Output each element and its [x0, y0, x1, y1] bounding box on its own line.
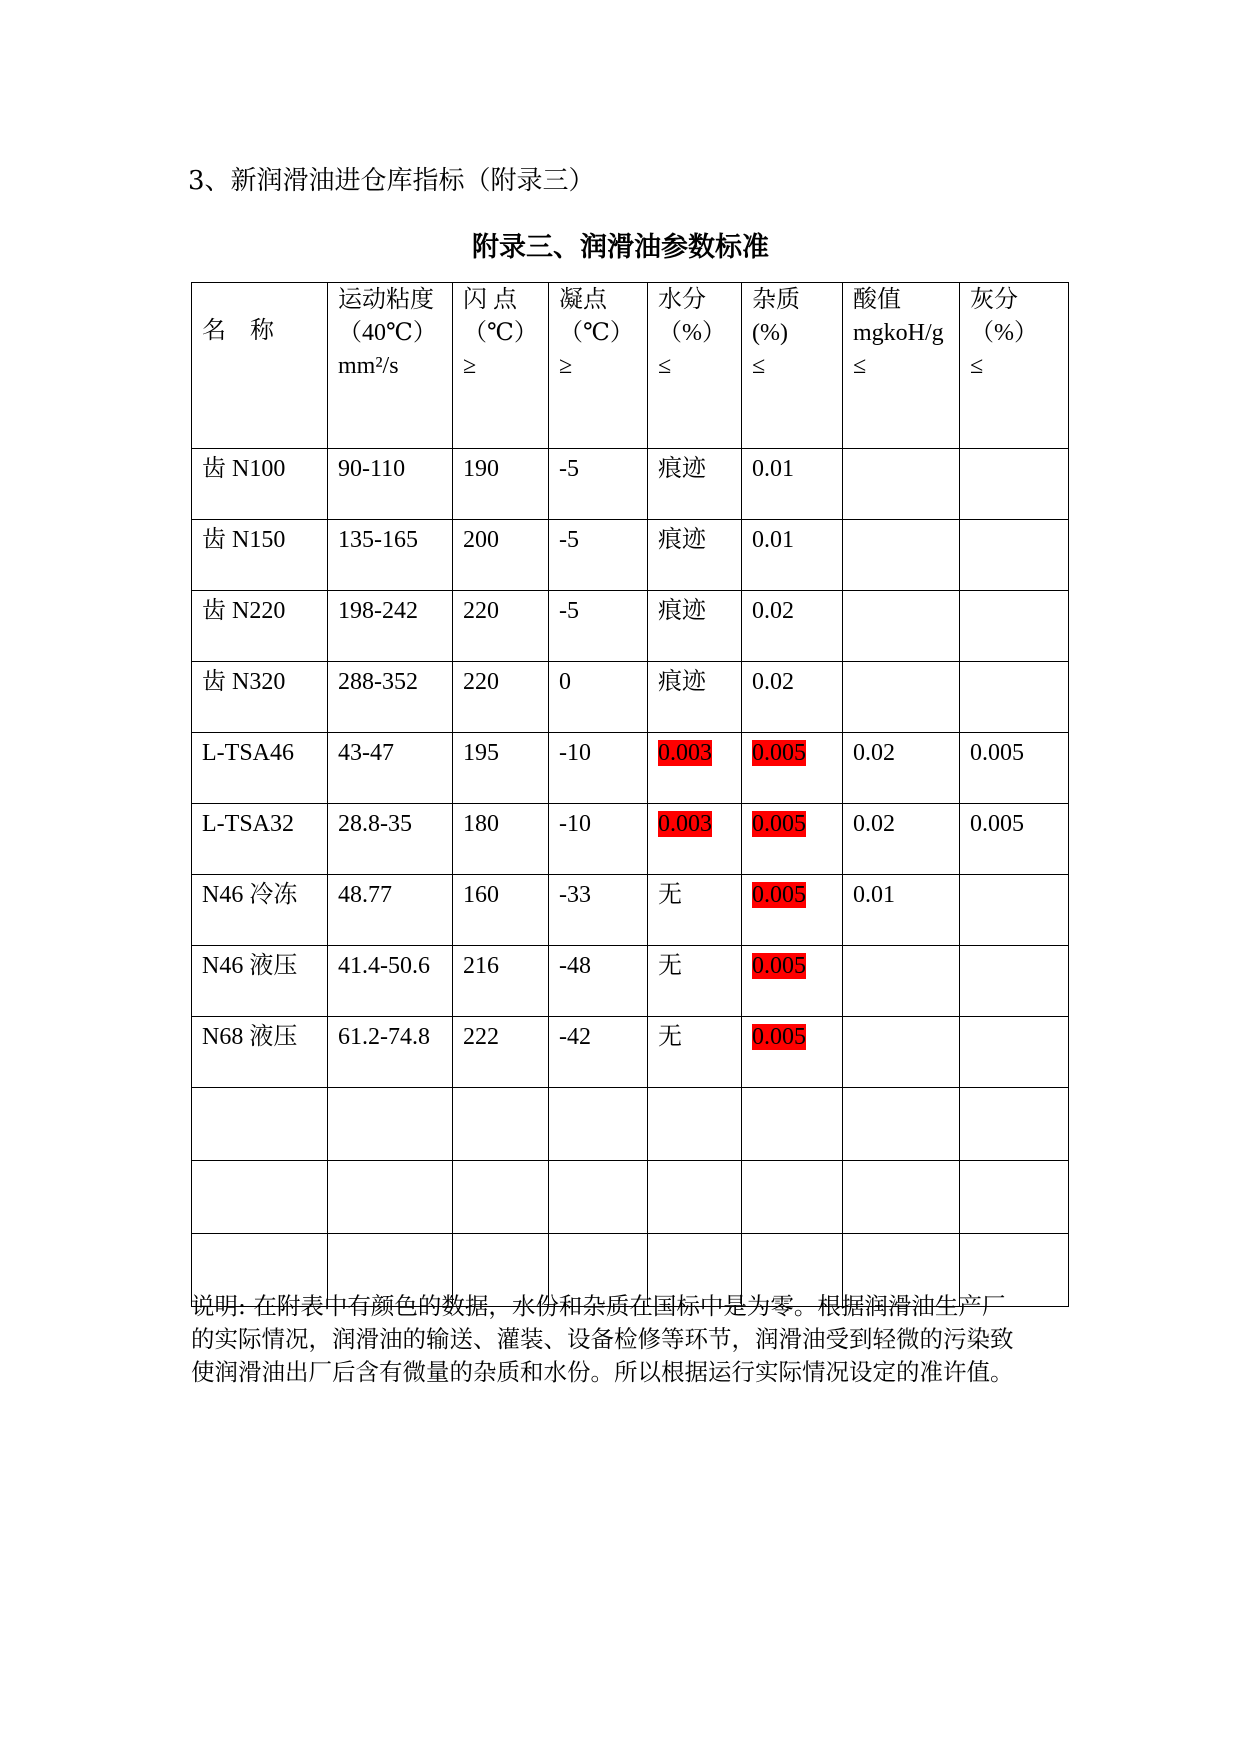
cell-impurity [742, 733, 843, 804]
table-row [192, 449, 1069, 520]
cell-flash-point [453, 733, 549, 804]
cell-acid-value [843, 591, 960, 662]
cell-value: 0.01 [752, 456, 794, 482]
cell-value: -10 [559, 740, 591, 766]
cell-flash-point [453, 875, 549, 946]
cell-acid-value [843, 449, 960, 520]
cell-value: 齿 N220 [202, 598, 286, 624]
cell-water [648, 520, 742, 591]
cell-viscosity [328, 520, 453, 591]
cell-value: 0.02 [853, 740, 895, 766]
cell-pour-point [549, 733, 648, 804]
cell-ash [960, 1017, 1069, 1088]
cell-flash-point [453, 1017, 549, 1088]
empty-cell [192, 1088, 328, 1161]
cell-value: 61.2-74.8 [338, 1024, 430, 1050]
empty-cell [549, 1161, 648, 1234]
cell-pour-point [549, 662, 648, 733]
empty-cell [742, 1161, 843, 1234]
cell-value: 160 [463, 882, 499, 908]
cell-water [648, 449, 742, 520]
cell-value: 180 [463, 811, 499, 837]
empty-cell [192, 1161, 328, 1234]
cell-viscosity [328, 662, 453, 733]
cell-water [648, 804, 742, 875]
cell-name [192, 804, 328, 875]
cell-impurity [742, 662, 843, 733]
cell-ash [960, 946, 1069, 1017]
cell-ash [960, 733, 1069, 804]
table-row [192, 1017, 1069, 1088]
cell-flash-point [453, 804, 549, 875]
cell-value: 216 [463, 953, 499, 979]
cell-acid-value [843, 662, 960, 733]
cell-name [192, 1017, 328, 1088]
cell-name [192, 875, 328, 946]
header-flash-point: 闪 点 （℃） ≥ [453, 283, 549, 449]
cell-acid-value [843, 733, 960, 804]
table-row [192, 875, 1069, 946]
empty-cell [453, 1161, 549, 1234]
cell-value: L-TSA46 [202, 740, 294, 766]
cell-value: L-TSA32 [202, 811, 294, 837]
cell-name [192, 946, 328, 1017]
cell-value: 0.01 [853, 882, 895, 908]
cell-impurity [742, 946, 843, 1017]
cell-value: N46 液压 [202, 953, 298, 979]
cell-ash [960, 449, 1069, 520]
cell-viscosity [328, 875, 453, 946]
cell-flash-point [453, 520, 549, 591]
cell-value: -42 [559, 1024, 591, 1050]
header-ash: 灰分 （%） ≤ [960, 283, 1069, 449]
table-row [192, 804, 1069, 875]
cell-name [192, 733, 328, 804]
header-name: 名 称 [192, 283, 328, 449]
table-row [192, 591, 1069, 662]
cell-impurity [742, 449, 843, 520]
highlighted-value: 0.005 [752, 953, 806, 979]
cell-value: 0.01 [752, 527, 794, 553]
cell-name [192, 449, 328, 520]
highlighted-value: 0.003 [658, 740, 712, 766]
header-pour-point: 凝点 （℃） ≥ [549, 283, 648, 449]
cell-value: 43-47 [338, 740, 394, 766]
cell-value: 0.02 [752, 598, 794, 624]
cell-value: 288-352 [338, 669, 418, 695]
cell-pour-point [549, 591, 648, 662]
cell-viscosity [328, 804, 453, 875]
table-row [192, 662, 1069, 733]
highlighted-value: 0.005 [752, 811, 806, 837]
cell-water [648, 591, 742, 662]
cell-pour-point [549, 946, 648, 1017]
cell-value: 220 [463, 669, 499, 695]
cell-ash [960, 591, 1069, 662]
cell-value: 无 [658, 882, 682, 908]
cell-flash-point [453, 591, 549, 662]
empty-cell [843, 1088, 960, 1161]
empty-cell [549, 1088, 648, 1161]
highlighted-value: 0.003 [658, 811, 712, 837]
cell-impurity [742, 520, 843, 591]
header-impurity: 杂质 (%) ≤ [742, 283, 843, 449]
cell-name [192, 520, 328, 591]
cell-flash-point [453, 662, 549, 733]
cell-acid-value [843, 520, 960, 591]
empty-cell [648, 1088, 742, 1161]
cell-value: -5 [559, 456, 579, 482]
cell-value: -33 [559, 882, 591, 908]
empty-row [192, 1088, 1069, 1161]
cell-value: 222 [463, 1024, 499, 1050]
cell-value: 0 [559, 669, 571, 695]
cell-value: 痕迹 [658, 669, 706, 695]
cell-ash [960, 804, 1069, 875]
cell-value: 198-242 [338, 598, 418, 624]
cell-ash [960, 520, 1069, 591]
empty-cell [960, 1088, 1069, 1161]
cell-pour-point [549, 449, 648, 520]
table-row [192, 520, 1069, 591]
cell-viscosity [328, 449, 453, 520]
cell-viscosity [328, 1017, 453, 1088]
cell-value: 135-165 [338, 527, 418, 553]
cell-impurity [742, 875, 843, 946]
empty-cell [843, 1161, 960, 1234]
cell-value: N46 冷冻 [202, 882, 298, 908]
cell-value: -5 [559, 527, 579, 553]
cell-value: -5 [559, 598, 579, 624]
highlighted-value: 0.005 [752, 882, 806, 908]
header-viscosity: 运动粘度 （40℃） mm²/s [328, 283, 453, 449]
cell-value: 200 [463, 527, 499, 553]
cell-acid-value [843, 875, 960, 946]
cell-water [648, 733, 742, 804]
cell-name [192, 662, 328, 733]
cell-value: 0.005 [970, 811, 1024, 837]
empty-cell [453, 1088, 549, 1161]
cell-value: 痕迹 [658, 456, 706, 482]
header-acid-value: 酸值 mgkoH/g ≤ [843, 283, 960, 449]
table-header-row [192, 283, 1069, 449]
cell-flash-point [453, 946, 549, 1017]
highlighted-value: 0.005 [752, 740, 806, 766]
cell-value: 0.005 [970, 740, 1024, 766]
lubricant-spec-table [191, 282, 1069, 1307]
empty-cell [328, 1088, 453, 1161]
cell-acid-value [843, 804, 960, 875]
cell-value: 220 [463, 598, 499, 624]
cell-name [192, 591, 328, 662]
cell-impurity [742, 591, 843, 662]
cell-pour-point [549, 520, 648, 591]
cell-value: N68 液压 [202, 1024, 298, 1050]
cell-viscosity [328, 591, 453, 662]
section-heading: 3、新润滑油进仓库指标（附录三） [188, 166, 595, 196]
cell-water [648, 662, 742, 733]
cell-viscosity [328, 946, 453, 1017]
cell-value: 痕迹 [658, 527, 706, 553]
cell-pour-point [549, 804, 648, 875]
cell-pour-point [549, 875, 648, 946]
empty-cell [960, 1161, 1069, 1234]
cell-acid-value [843, 946, 960, 1017]
cell-value: 90-110 [338, 456, 406, 482]
cell-ash [960, 875, 1069, 946]
table-row [192, 733, 1069, 804]
table-title: 附录三、润滑油参数标准 [472, 232, 769, 263]
empty-cell [648, 1161, 742, 1234]
highlighted-value: 0.005 [752, 1024, 806, 1050]
cell-flash-point [453, 449, 549, 520]
header-water: 水分 （%） ≤ [648, 283, 742, 449]
cell-value: 无 [658, 953, 682, 979]
cell-value: 48.77 [338, 882, 392, 908]
empty-row [192, 1161, 1069, 1234]
cell-acid-value [843, 1017, 960, 1088]
cell-impurity [742, 804, 843, 875]
cell-pour-point [549, 1017, 648, 1088]
empty-cell [328, 1161, 453, 1234]
cell-value: 190 [463, 456, 499, 482]
cell-value: 齿 N100 [202, 456, 286, 482]
explanation-note: 说明: 在附表中有颜色的数据，水份和杂质在国标中是为零。根据润滑油生产厂 的实际情况，润滑油的输送、灌装、设备检修等环节，润滑油受到轻微的污染致 使润滑油出厂后含有微量的杂质和水份。所以根据运行实际情况设定的准许值。 [191, 1292, 1014, 1386]
cell-value: 痕迹 [658, 598, 706, 624]
cell-value: -10 [559, 811, 591, 837]
cell-value: 28.8-35 [338, 811, 412, 837]
cell-value: 齿 N150 [202, 527, 286, 553]
cell-value: 无 [658, 1024, 682, 1050]
cell-value: 0.02 [853, 811, 895, 837]
empty-cell [742, 1088, 843, 1161]
cell-ash [960, 662, 1069, 733]
cell-value: 齿 N320 [202, 669, 286, 695]
cell-value: -48 [559, 953, 591, 979]
cell-impurity [742, 1017, 843, 1088]
cell-water [648, 946, 742, 1017]
cell-water [648, 1017, 742, 1088]
cell-viscosity [328, 733, 453, 804]
table-row [192, 946, 1069, 1017]
cell-value: 0.02 [752, 669, 794, 695]
cell-value: 195 [463, 740, 499, 766]
cell-value: 41.4-50.6 [338, 953, 430, 979]
cell-water [648, 875, 742, 946]
